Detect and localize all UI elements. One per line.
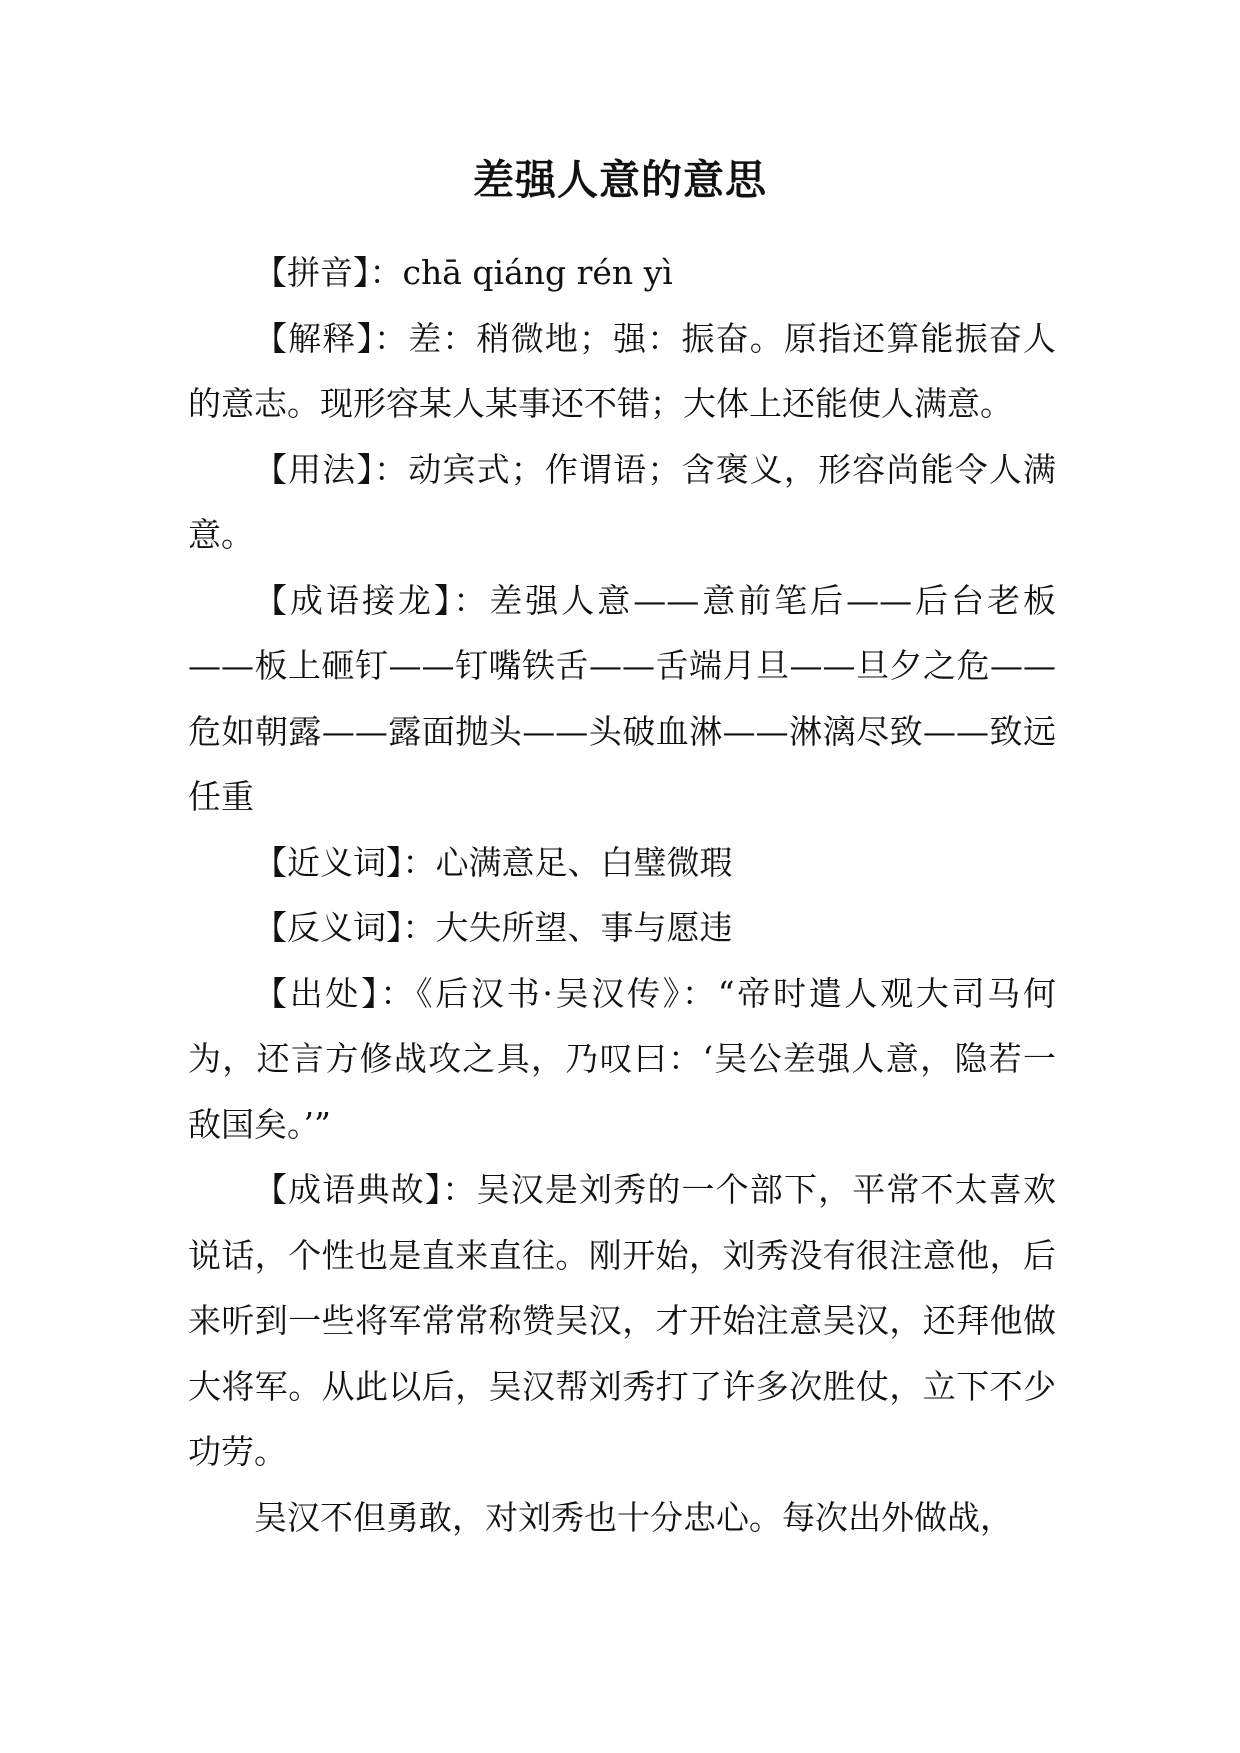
entry-synonyms <box>188 830 1056 896</box>
entry-pinyin <box>188 240 1056 306</box>
entry-text: ：《后汉书·吴汉传》：“帝时遣人观大司马何为，还言方修战攻之具，乃叹曰：‘吴公差强人意，隐若一敌国矣。’” <box>188 973 1056 1144</box>
entry-antonyms <box>188 895 1056 961</box>
entry-usage <box>188 437 1056 568</box>
entry-label: 【出处】 <box>254 973 381 1013</box>
entry-label: 【成语典故】 <box>254 1170 443 1209</box>
entry-text: ：吴汉是刘秀的一个部下，平常不太喜欢说话，个性也是直来直往。刚开始，刘秀没有很注意他，后来听到一些将军常常称赞吴汉，才开始注意吴汉，还拜他做大将军。从此以后，吴汉帮刘秀打了许多次胜仗，立下不少功劳。 <box>188 1170 1057 1471</box>
entry-story <box>188 1157 1056 1485</box>
entry-idiom-chain <box>188 568 1056 830</box>
entry-text: ：chā qiáng rén yì <box>369 253 673 292</box>
entry-label: 【用法】 <box>254 449 375 489</box>
entry-label: 【反义词】 <box>254 908 403 947</box>
entry-text: ：差强人意——意前笔后——后台老板——板上砸钉——钉嘴铁舌——舌端月旦——旦夕之危——危如朝露——露面抛头——头破血淋——淋漓尽致——致远任重 <box>188 580 1057 816</box>
entry-label: 【成语接龙】 <box>254 580 454 620</box>
entry-text: ：动宾式；作谓语；含褒义，形容尚能令人满意。 <box>188 449 1057 554</box>
entry-text: ：差：稍微地；强：振奋。原指还算能振奋人的意志。现形容某人某事还不错；大体上还能使人满意。 <box>188 318 1057 423</box>
entry-explanation <box>188 306 1056 437</box>
entry-label: 【解释】 <box>254 318 375 358</box>
entry-label: 【近义词】 <box>254 842 403 882</box>
document-body <box>188 240 1056 1550</box>
entry-source <box>188 961 1056 1158</box>
entry-label: 【拼音】 <box>254 253 370 292</box>
story-paragraph: 吴汉不但勇敢，对刘秀也十分忠心。每次出外做战， <box>254 1497 1013 1537</box>
entry-text: ：心满意足、白璧微瑕 <box>402 842 733 882</box>
document-title: 差强人意的意思 <box>473 156 767 204</box>
entry-text: ：大失所望、事与愿违 <box>402 908 733 947</box>
